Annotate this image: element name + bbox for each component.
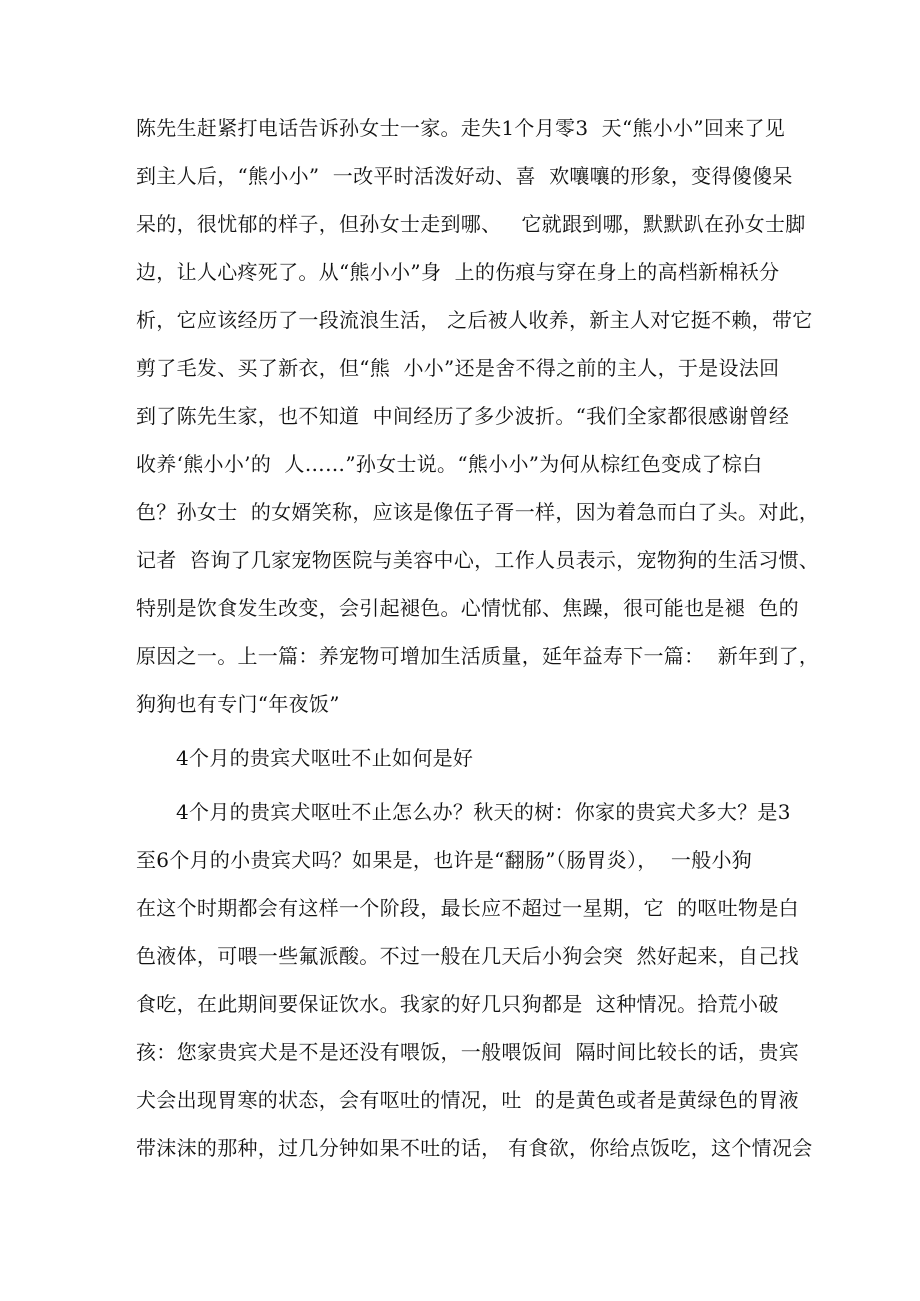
paragraph-line: 边，让人心疼死了。从“熊小小”身 上的伤痕与穿在身上的高档新棉袄分: [136, 260, 780, 284]
paragraph-line: 剪了毛发、买了新衣，但“熊 小小”还是舍不得之前的主人，于是设法回: [136, 356, 780, 380]
paragraph-line: 到了陈先生家，也不知道 中间经历了多少波折。“我们全家都很感谢曾经: [136, 404, 790, 428]
section-heading: 4个月的贵宾犬呕吐不止如何是好: [176, 746, 474, 770]
paragraph-line: 食吃，在此期间要保证饮水。我家的好几只狗都是 这种情况。拾荒小破: [136, 992, 779, 1016]
paragraph-line: 狗狗也有专门“年夜饭”: [136, 692, 340, 716]
paragraph-line: 到主人后，“熊小小” 一改平时活泼好动、喜 欢嚷嚷的形象，变得傻傻呆: [136, 164, 793, 188]
paragraph-line: 原因之一。上一篇：养宠物可增加生活质量，延年益寿下一篇： 新年到了，: [136, 644, 820, 668]
paragraph-line: 呆的，很忧郁的样子，但孙女士走到哪、 它就跟到哪，默默趴在孙女士脚: [136, 212, 806, 236]
paragraph-line: 析，它应该经历了一段流浪生活， 之后被人收养，新主人对它挺不赖，带它: [136, 308, 813, 332]
paragraph-line: 带沫沫的那种，过几分钟如果不吐的话， 有食欲，你给点饭吃，这个情况会: [136, 1136, 813, 1160]
paragraph-line: 在这个时期都会有这样一个阶段，最长应不超过一星期，它 的呕吐物是白: [136, 896, 799, 920]
paragraph-line: 陈先生赶紧打电话告诉孙女士一家。走失1个月零3 天“熊小小”回来了见: [136, 116, 786, 140]
paragraph-line: 孩：您家贵宾犬是不是还没有喂饭，一般喂饭间 隔时间比较长的话，贵宾: [136, 1040, 799, 1064]
paragraph-line: 特别是饮食发生改变，会引起褪色。心情忧郁、焦躁，很可能也是褪 色的: [136, 596, 799, 620]
paragraph-line: 至6个月的小贵宾犬吗？如果是，也许是“翻肠”（肠胃炎）， 一般小狗: [136, 848, 753, 872]
paragraph-line: 犬会出现胃寒的状态，会有呕吐的情况，吐 的是黄色或者是黄绿色的胃液: [136, 1088, 799, 1112]
paragraph-line: 4个月的贵宾犬呕吐不止怎么办？秋天的树：你家的贵宾犬多大？是3: [176, 800, 791, 824]
paragraph-line: 色？孙女士 的女婿笑称，应该是像伍子胥一样，因为着急而白了头。对此，: [136, 500, 820, 524]
paragraph-line: 色液体，可喂一些氟派酸。不过一般在几天后小狗会突 然好起来，自己找: [136, 944, 799, 968]
paragraph-line: 记者 咨询了几家宠物医院与美容中心，工作人员表示，宠物狗的生活习惯、: [136, 548, 820, 572]
paragraph-line: 收养‘熊小小’的 人……”孙女士说。“熊小小”为何从棕红色变成了棕白: [136, 452, 763, 476]
